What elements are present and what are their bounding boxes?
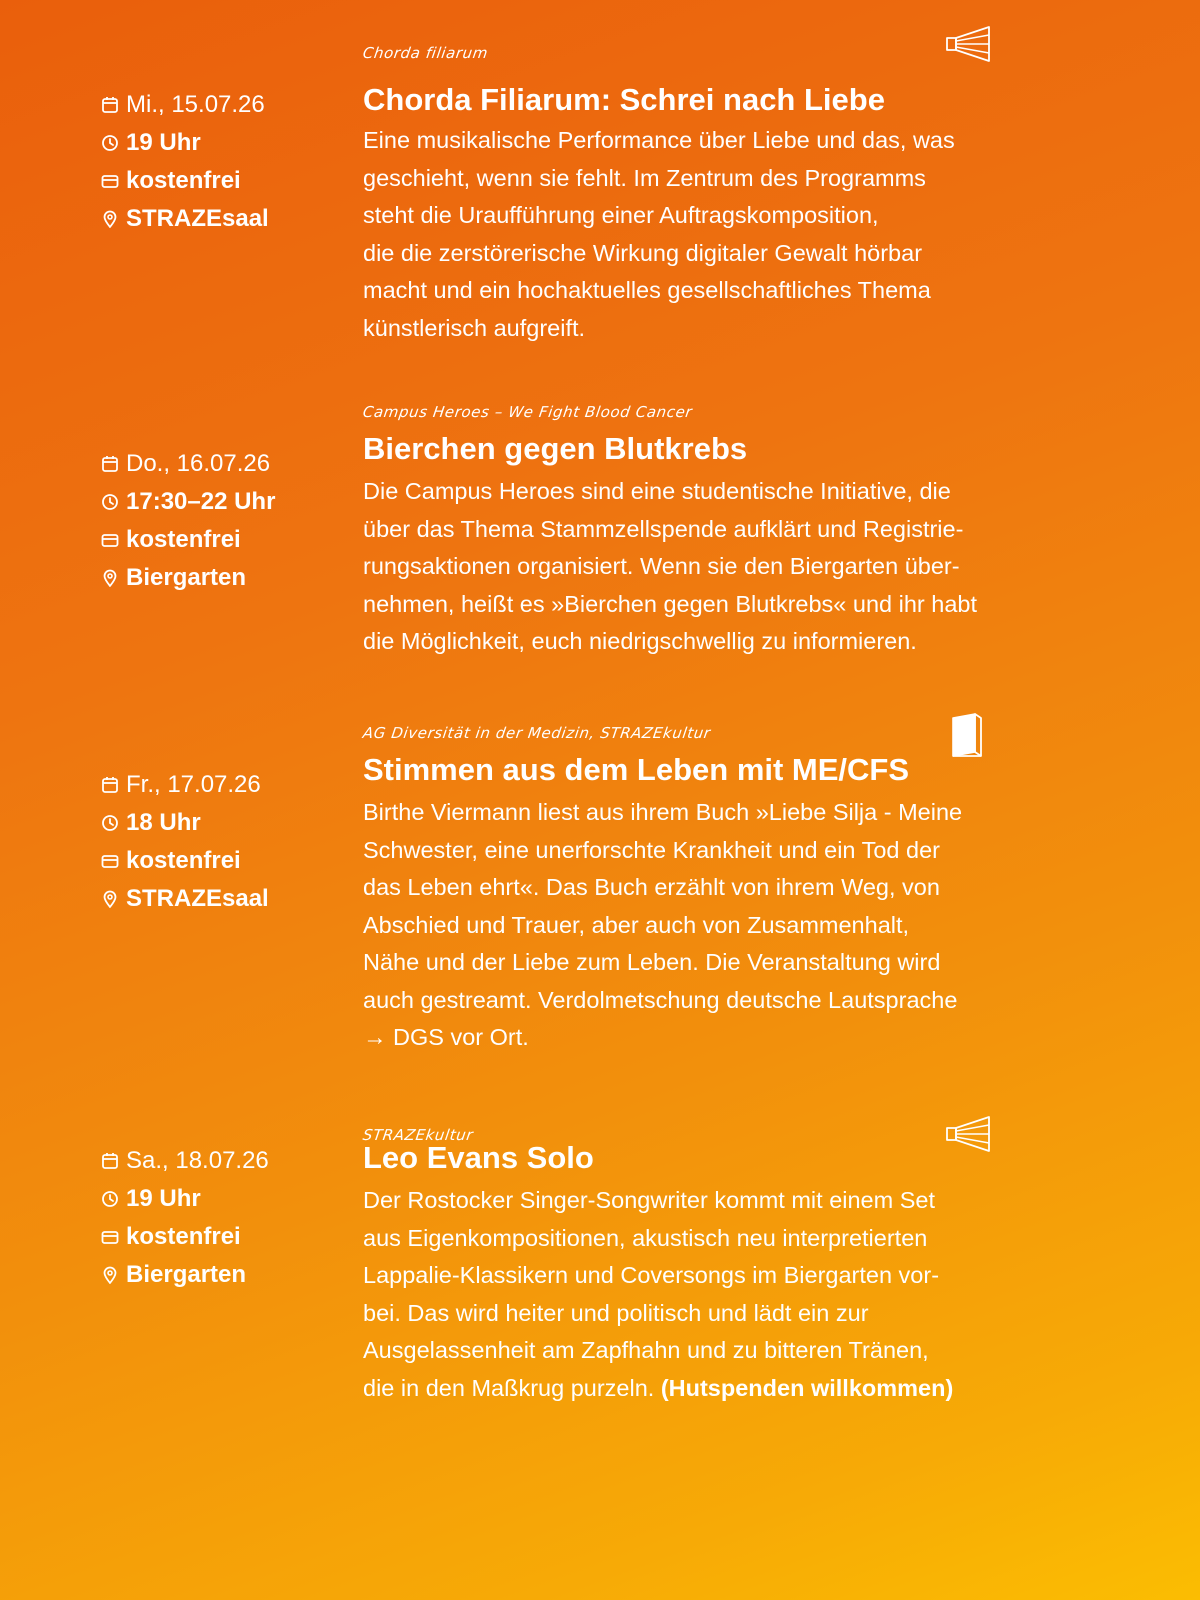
book-icon — [950, 712, 984, 758]
event-time-text: 19 Uhr — [126, 1185, 201, 1212]
event-time — [100, 124, 269, 162]
event-meta — [100, 766, 269, 918]
description-line: aus Eigenkompositionen, akustisch neu interpretierten — [363, 1224, 928, 1251]
event-date-text: Fr., 17.07.26 — [126, 771, 261, 798]
event-location — [100, 200, 269, 238]
event-date-text: Do., 16.07.26 — [126, 450, 271, 477]
event-time — [100, 483, 275, 521]
event-location-text: Biergarten — [126, 1261, 247, 1288]
calendar-icon — [100, 1151, 120, 1171]
event-price — [100, 1218, 269, 1256]
event-location — [100, 559, 275, 597]
description-line: steht die Uraufführung einer Auftragskomposition, — [363, 202, 879, 228]
description-line: die die zerstörerische Wirkung digitaler Gewalt hörbar — [363, 239, 923, 266]
description-line: Schwester, eine unerforschte Krankheit und ein Tod der — [363, 836, 940, 863]
description-line: Die Campus Heroes sind eine studentische Initiative, die — [363, 478, 951, 504]
event-time-text: 19 Uhr — [126, 129, 201, 156]
event-organizer: Chorda filiarum — [361, 44, 490, 62]
event-organizer: Campus Heroes – We Fight Blood Cancer — [361, 403, 694, 421]
description-line: Birthe Viermann liest aus ihrem Buch »Liebe Silja - Meine — [363, 799, 963, 825]
event-title: Chorda Filiarum: Schrei nach Liebe — [363, 82, 885, 117]
clock-icon — [100, 813, 120, 833]
event-description — [363, 122, 1063, 347]
description-line: Ausgelassenheit am Zapfhahn und zu bitteren Tränen, — [363, 1337, 929, 1363]
event-date — [100, 766, 269, 804]
description-line: geschieht, wenn sie fehlt. Im Zentrum des Programms — [363, 164, 926, 191]
location-pin-icon — [100, 1265, 120, 1285]
description-line: künstlerisch aufgreift. — [363, 314, 586, 341]
description-line: rungsaktionen organisiert. Wenn sie den Biergarten über- — [363, 553, 960, 579]
ticket-icon — [100, 851, 120, 871]
event-price — [100, 162, 269, 200]
clock-icon — [100, 492, 120, 512]
event-location — [100, 1256, 269, 1294]
event-title: Leo Evans Solo — [363, 1140, 594, 1175]
location-pin-icon — [100, 568, 120, 588]
event-date — [100, 445, 275, 483]
ticket-icon — [100, 1227, 120, 1247]
description-line: macht und ein hochaktuelles gesellschaftliches Thema — [363, 277, 931, 303]
description-line: das Leben ehrt«. Das Buch erzählt von ihrem Weg, von — [363, 874, 940, 900]
calendar-icon — [100, 95, 120, 115]
event-date-text: Mi., 15.07.26 — [126, 91, 265, 118]
event-meta — [100, 1142, 269, 1294]
event-meta — [100, 445, 275, 597]
event-date-text: Sa., 18.07.26 — [126, 1147, 269, 1174]
description-line: Nähe und der Liebe zum Leben. Die Veranstaltung wird — [363, 949, 941, 975]
description-line: Der Rostocker Singer-Songwriter kommt mit einem Set — [363, 1187, 936, 1213]
event-description — [363, 473, 1063, 661]
donation-note: (Hutspenden willkommen) — [660, 1374, 954, 1401]
event-price — [100, 521, 275, 559]
event-price-text: kostenfrei — [126, 167, 241, 194]
description-line: Eine musikalische Performance über Liebe und das, was — [363, 127, 955, 153]
event-time-text: 18 Uhr — [126, 809, 201, 836]
ticket-icon — [100, 530, 120, 550]
event-price-text: kostenfrei — [126, 847, 241, 874]
calendar-icon — [100, 775, 120, 795]
description-text: die in den Maßkrug purzeln. — [363, 1374, 661, 1401]
description-line: bei. Das wird heiter und politisch und lädt ein zur — [363, 1299, 869, 1326]
event-title: Stimmen aus dem Leben mit ME/CFS — [363, 752, 910, 787]
description-line: auch gestreamt. Verdolmetschung deutsche Lautsprache — [363, 986, 958, 1013]
description-line: Abschied und Trauer, aber auch von Zusammenhalt, — [363, 911, 910, 938]
event-location-text: Biergarten — [126, 564, 247, 591]
event-organizer: AG Diversität in der Medizin, STRAZEkultur — [361, 724, 712, 742]
event-location-text: STRAZEsaal — [126, 205, 269, 232]
event-description — [363, 1182, 1063, 1407]
event-organizer: STRAZEkultur — [361, 1126, 475, 1144]
megaphone-icon — [944, 1114, 994, 1154]
event-date — [100, 86, 269, 124]
clock-icon — [100, 133, 120, 153]
event-date — [100, 1142, 269, 1180]
event-time — [100, 1180, 269, 1218]
event-price — [100, 842, 269, 880]
description-line: → DGS vor Ort. — [363, 1024, 529, 1050]
event-location-text: STRAZEsaal — [126, 885, 269, 912]
description-line: die Möglichkeit, euch niedrigschwellig zu informieren. — [363, 628, 917, 654]
event-meta — [100, 86, 269, 238]
ticket-icon — [100, 171, 120, 191]
description-line: über das Thema Stammzellspende aufklärt und Registrie- — [363, 515, 964, 542]
clock-icon — [100, 1189, 120, 1209]
location-pin-icon — [100, 209, 120, 229]
event-title: Bierchen gegen Blutkrebs — [363, 431, 748, 466]
description-line-last — [363, 1370, 1063, 1408]
description-line: nehmen, heißt es »Bierchen gegen Blutkrebs« und ihr habt — [363, 590, 978, 617]
description-line: Lappalie-Klassikern und Coversongs im Biergarten vor- — [363, 1262, 940, 1288]
location-pin-icon — [100, 889, 120, 909]
event-location — [100, 880, 269, 918]
event-time-text: 17:30–22 Uhr — [126, 488, 276, 515]
event-description — [363, 794, 1063, 1057]
event-price-text: kostenfrei — [126, 526, 241, 553]
megaphone-icon — [944, 24, 994, 64]
calendar-icon — [100, 454, 120, 474]
event-time — [100, 804, 269, 842]
event-price-text: kostenfrei — [126, 1223, 241, 1250]
